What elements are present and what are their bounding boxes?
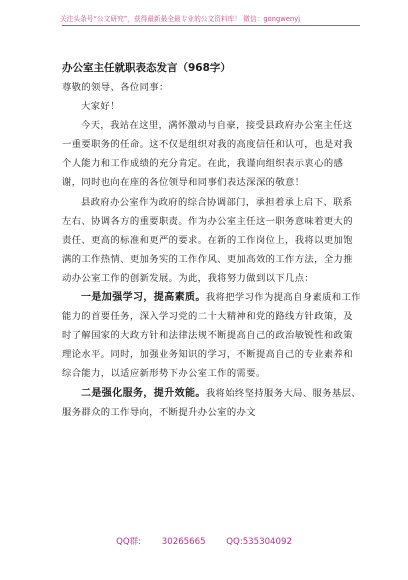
greeting: 大家好！ bbox=[81, 101, 120, 113]
document-title: 办公室主任就职表态发言（968字） bbox=[62, 62, 231, 74]
paragraph-role: 县政府办公室作为政府的综合协调部门，承担着承上启下、联系左右、协调各方的重要职责。作为办公室主任这一职务意味着更大的责任、更高的标准和更严的要求。在新的工作岗位上，我将以更加饱满的工作热情、更加务实的工作作风、更加高效的工作方法，全力推动办公室工作的创新发展。为此，我将努力做到以下几点： bbox=[62, 196, 353, 284]
document-body bbox=[62, 78, 362, 422]
header-divider bbox=[62, 25, 360, 26]
point-2-heading: 二是强化服务，提升效能。 bbox=[81, 387, 206, 399]
footer-contact: QQ群: 30265665 QQ:535304092 bbox=[116, 537, 292, 547]
point-1-body: 我将把学习作为提高自身素质和工作能力的首要任务，深入学习党的二十大精神和党的路线方针政策，及时了解国家的大政方针和法律法规不断提高自己的政治敏锐性和政策理论水平。同时，加强业务知识的学习，不断提高自己的专业素养和综合能力，以适应新形势下办公室工作的需要。 bbox=[62, 292, 361, 380]
point-1-heading: 一是加强学习，提高素质。 bbox=[81, 292, 206, 304]
paragraph-point-1 bbox=[62, 288, 362, 383]
header-note: 关注头条号“公文研究”，获得最新最全最专业的公文资料库！ 微信：gongwenyj bbox=[60, 15, 301, 23]
salutation: 尊敬的领导、各位同事： bbox=[62, 82, 169, 93]
paragraph-intro: 今天，我站在这里，满怀激动与自豪，接受县政府办公室主任这一重要职务的任命。这不仅是组织对我的高度信任和认可，也是对我个人能力和工作成绩的充分肯定。在此，我谨向组织表示衷心的感谢，同时也向在座的各位领导和同事们表达深深的敬意！ bbox=[62, 120, 353, 189]
point-2-body: 我将始终坚持服务大局、服务基层、服务群众的工作导向，不断提升办公室的办文 bbox=[62, 387, 361, 418]
paragraph-point-2 bbox=[62, 384, 362, 422]
